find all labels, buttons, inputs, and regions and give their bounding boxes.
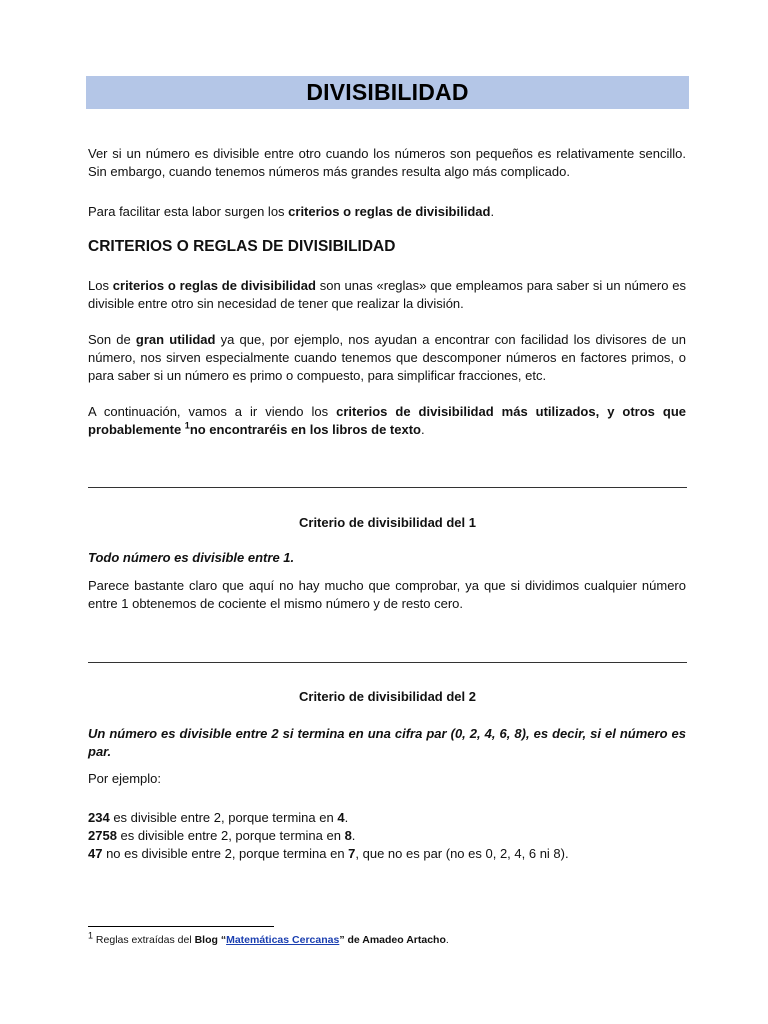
text-span: son unas «reglas» que empleamos para saber si un número es divisible entre otro sin necesidad de tener que realizar la división. (88, 278, 687, 311)
intro-paragraph-2 (88, 203, 686, 221)
title-banner (86, 76, 689, 109)
criterion-1-rule: Todo número es divisible entre 1. (88, 550, 295, 565)
section-heading: CRITERIOS O REGLAS DE DIVISIBILIDAD (88, 238, 396, 255)
text-span: Reglas extraídas del (93, 934, 195, 946)
footnote-marker: 1 (88, 930, 94, 941)
bold-span: Blog (194, 934, 218, 946)
criterion-2-title: Criterio de divisibilidad del 2 (299, 689, 476, 704)
text-span: , que no es par (no es 0, 2, 4, 6 ni 8). (355, 846, 569, 861)
bold-span: criterios o reglas de divisibilidad (112, 278, 316, 293)
page-title: DIVISIBILIDAD (306, 79, 469, 105)
list-item (88, 809, 686, 827)
footnote (88, 930, 449, 947)
blog-link[interactable]: Matemáticas Cercanas (226, 934, 340, 946)
text-span: . (445, 934, 449, 946)
example-label: Por ejemplo: (88, 771, 161, 786)
section-paragraph-1 (88, 277, 686, 313)
bold-span: criterios de divisibilidad más utilizados, y otros que probablemente (88, 404, 686, 437)
bold-span: criterios o reglas de divisibilidad (288, 204, 491, 219)
section-paragraph-3 (88, 403, 686, 439)
text-span: no es divisible entre 2, porque termina en (102, 846, 349, 861)
bold-span: 8 (344, 828, 352, 843)
bold-span: gran utilidad (135, 332, 216, 347)
criterion-1-explanation: Parece bastante claro que aquí no hay mucho que comprobar, ya que si dividimos cualquier número entre 1 obtenemos de cociente el mismo número y de resto cero. (88, 578, 686, 611)
section-paragraph-2 (88, 331, 686, 385)
bold-span: “ (217, 934, 227, 946)
section-divider (88, 662, 687, 663)
footnote-ref: 1 (184, 420, 190, 431)
text-span: Para facilitar esta labor surgen los (88, 204, 289, 219)
text-span: Los (88, 278, 113, 293)
text-span: A continuación, vamos a ir viendo los (88, 404, 337, 419)
bold-span: 47 (88, 846, 103, 861)
text-span: es divisible entre 2, porque termina en (109, 810, 338, 825)
text-span: Son de (88, 332, 136, 347)
text-span: es divisible entre 2, porque termina en (116, 828, 345, 843)
list-item (88, 845, 686, 863)
criterion-1-title: Criterio de divisibilidad del 1 (299, 515, 476, 530)
criterion-2-rule: Un número es divisible entre 2 si termina en una cifra par (0, 2, 4, 6, 8), es decir, si el número es par. (88, 726, 686, 759)
bold-span: 7 (348, 846, 356, 861)
bold-span: 2758 (88, 828, 117, 843)
text-span: ya que, por ejemplo, nos ayudan a encontrar con facilidad los divisores de un número, nos sirven especialmente cuando tenemos que descomponer números en factores primos, o para saber si un número es primo o compuesto, para simplificar fracciones, etc. (88, 332, 686, 383)
bold-span: 234 (88, 810, 110, 825)
list-item (88, 827, 686, 845)
bold-span: ” de Amadeo Artacho (339, 934, 446, 946)
bold-span: 4 (337, 810, 345, 825)
section-divider (88, 487, 687, 488)
text-span: . (420, 422, 425, 437)
examples-list (88, 809, 686, 863)
text-span: . (351, 828, 356, 843)
text-span: . (344, 810, 349, 825)
bold-span: no encontraréis en los libros de texto (189, 422, 421, 437)
intro-paragraph: Ver si un número es divisible entre otro cuando los números son pequeños es relativamente sencillo. Sin embargo, cuando tenemos números más grandes resulta algo más complicado. (88, 146, 686, 179)
text-span: . (490, 204, 495, 219)
footnote-divider (88, 926, 274, 927)
